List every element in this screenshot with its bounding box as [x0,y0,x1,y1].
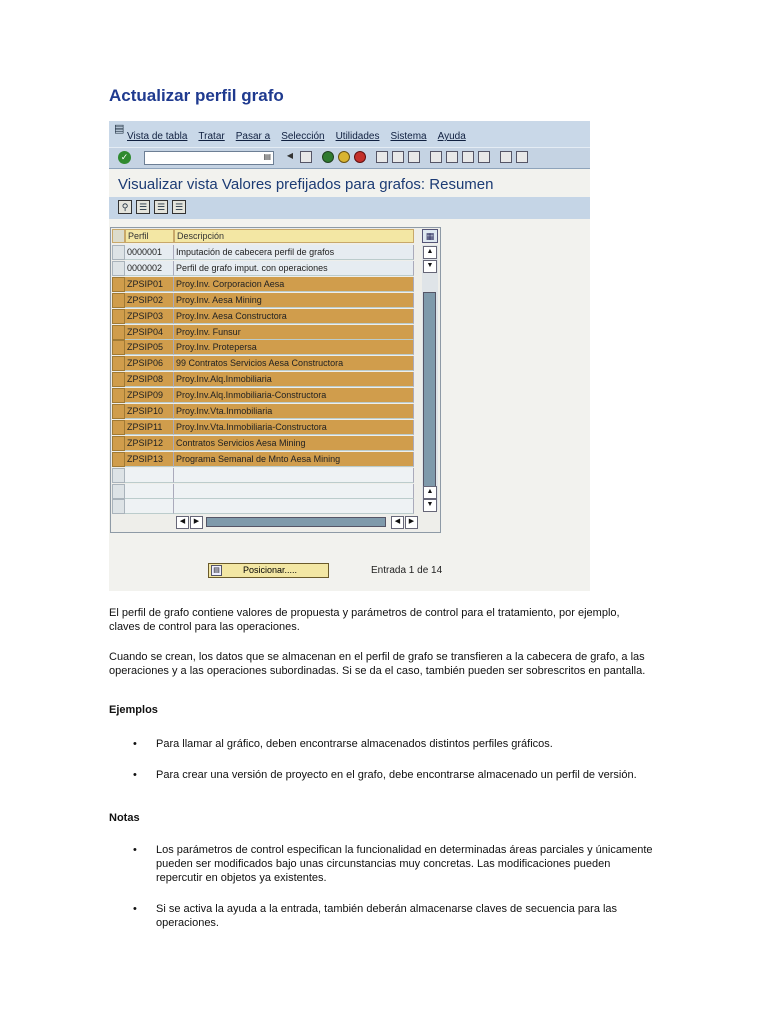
select-all-icon[interactable]: ☰ [136,200,150,214]
page-left-icon[interactable]: ◀ [391,516,404,529]
cell-perfil[interactable]: ZPSIP05 [125,340,174,355]
row-selector[interactable] [112,309,125,324]
next-page-icon[interactable] [462,151,474,163]
back-icon[interactable] [322,151,334,163]
table-row[interactable] [111,388,414,403]
cell-descripcion[interactable]: Proy.Inv. Protepersa [174,340,414,355]
cell-descripcion[interactable]: Proy.Inv.Alq.Inmobiliaria [174,372,414,387]
page-title: Actualizar perfil grafo [109,86,284,105]
row-selector[interactable] [112,340,125,355]
scroll-right-icon[interactable]: ▶ [190,516,203,529]
screen-title: Visualizar vista Valores prefijados para grafos: Resumen [118,176,494,193]
menu-seleccion[interactable]: Selección [281,131,325,142]
exit-icon[interactable] [338,151,350,163]
cell-perfil[interactable]: 0000001 [125,245,174,260]
cell-descripcion[interactable] [174,484,414,499]
cell-descripcion[interactable]: Proy.Inv.Vta.Inmobiliaria-Constructora [174,420,414,435]
cell-perfil[interactable]: ZPSIP10 [125,404,174,419]
scroll-left-icon[interactable]: ◀ [176,516,189,529]
page-up-icon[interactable]: ▲ [423,486,437,499]
cell-perfil[interactable]: ZPSIP03 [125,309,174,324]
cell-perfil[interactable]: 0000002 [125,261,174,276]
row-selector[interactable] [112,356,125,371]
standard-toolbar [109,147,590,169]
table-row[interactable] [111,325,414,340]
cell-perfil[interactable] [125,484,174,499]
table-row[interactable] [111,277,414,292]
command-dropdown-icon[interactable]: ▤ [263,152,271,161]
position-button-label: Posicionar..... [243,565,298,575]
column-header-perfil[interactable]: Perfil [125,229,174,243]
cancel-icon[interactable] [354,151,366,163]
cell-descripcion[interactable]: Proy.Inv. Funsur [174,325,414,340]
profile-table [110,227,441,533]
cell-perfil[interactable]: ZPSIP04 [125,325,174,340]
table-row[interactable] [111,372,414,387]
application-toolbar [109,197,590,219]
table-row[interactable] [111,468,414,483]
find-icon[interactable] [392,151,404,163]
vertical-scrollbar[interactable] [422,245,438,510]
row-selector[interactable] [112,245,125,260]
row-selector[interactable] [112,420,125,435]
table-row[interactable] [111,293,414,308]
shortcut-icon[interactable] [516,151,528,163]
table-row[interactable] [111,452,414,467]
cell-descripcion[interactable]: Proy.Inv. Aesa Constructora [174,309,414,324]
intro-paragraph: El perfil de grafo contiene valores de propuesta y parámetros de control para el tratamiento, por ejemplo, claves de control para las operaciones. [109,607,620,633]
command-field[interactable] [144,151,274,165]
cell-descripcion[interactable] [174,468,414,483]
page-down-icon[interactable]: ▼ [423,260,437,273]
position-button[interactable] [208,563,329,578]
row-selector[interactable] [112,436,125,451]
cell-descripcion[interactable]: Imputación de cabecera perfil de grafos [174,245,414,260]
table-row[interactable] [111,499,414,514]
cell-perfil[interactable] [125,499,174,514]
cell-perfil[interactable]: ZPSIP02 [125,293,174,308]
cell-perfil[interactable]: ZPSIP11 [125,420,174,435]
cell-perfil[interactable]: ZPSIP09 [125,388,174,403]
table-header [111,228,414,244]
row-selector[interactable] [112,388,125,403]
row-selector[interactable] [112,484,125,499]
position-icon: ▤ [211,565,222,576]
horizontal-scroll-thumb[interactable] [206,517,386,527]
menu-sistema[interactable]: Sistema [390,131,427,142]
table-row[interactable] [111,356,414,371]
scroll-down-icon[interactable]: ▼ [423,499,437,512]
note-item: Los parámetros de control especifican la funcionalidad en determinadas áreas parciales y únicamente pueden ser modificados bajo unas circunstancias muy concretas. Las modificaciones pueden repercutir en objetos ya existentes. [156,844,653,884]
detail-icon[interactable]: ⚲ [118,200,132,214]
bullet-icon: • [133,844,137,856]
system-menu-icon[interactable]: ▤ [114,123,125,135]
details-paragraph: Cuando se crean, los datos que se almacenan en el perfil de grafo se transfieren a la cabecera de grafo, a las operaciones y a las operaciones subordinadas. Si se da el caso, también pueden ser sobrescritos en pantalla. [109,651,646,677]
row-selector[interactable] [112,277,125,292]
notes-heading: Notas [109,812,140,824]
cell-perfil[interactable] [125,468,174,483]
cell-descripcion[interactable]: Proy.Inv.Alq.Inmobiliaria-Constructora [174,388,414,403]
example-item: Para llamar al gráfico, deben encontrarse almacenados distintos perfiles gráficos. [156,738,553,750]
menu-ayuda[interactable]: Ayuda [437,131,466,142]
deselect-all-icon[interactable]: ☰ [172,200,186,214]
row-selector[interactable] [112,468,125,483]
row-selector[interactable] [112,404,125,419]
cell-descripcion[interactable]: Proy.Inv. Aesa Mining [174,293,414,308]
cell-descripcion[interactable] [174,499,414,514]
vertical-scroll-thumb[interactable] [423,292,436,500]
note-item: Si se activa la ayuda a la entrada, también deberán almacenarse claves de secuencia para las operaciones. [156,903,618,929]
page-right-icon[interactable]: ▶ [405,516,418,529]
cell-descripcion[interactable]: Proy.Inv.Vta.Inmobiliaria [174,404,414,419]
last-page-icon[interactable] [478,151,490,163]
example-item: Para crear una versión de proyecto en el grafo, debe encontrarse almacenado un perfil de versión. [156,769,637,781]
column-header-descripcion[interactable]: Descripción [174,229,414,243]
table-row[interactable] [111,309,414,324]
table-row[interactable] [111,484,414,499]
row-selector[interactable] [112,261,125,276]
bullet-icon: • [133,738,137,750]
enter-check-icon[interactable]: ✓ [118,151,131,164]
cell-descripcion[interactable]: Contratos Servicios Aesa Mining [174,436,414,451]
menu-utilidades[interactable]: Utilidades [335,131,380,142]
bullet-icon: • [133,903,137,915]
new-session-icon[interactable] [500,151,512,163]
find-next-icon[interactable] [408,151,420,163]
select-all-rows[interactable] [112,229,125,243]
row-selector[interactable] [112,452,125,467]
cell-descripcion[interactable]: 99 Contratos Servicios Aesa Constructora [174,356,414,371]
cell-descripcion[interactable]: Perfil de grafo imput. con operaciones [174,261,414,276]
row-selector[interactable] [112,499,125,514]
cell-descripcion[interactable]: Programa Semanal de Mnto Aesa Mining [174,452,414,467]
table-row[interactable] [111,420,414,435]
save-icon[interactable] [300,151,312,163]
table-row[interactable] [111,340,414,355]
menu-vista-de-tabla[interactable]: Vista de tabla [127,131,188,142]
table-settings-icon[interactable]: ▦ [422,229,438,243]
cell-descripcion[interactable]: Proy.Inv. Corporacion Aesa [174,277,414,292]
cell-perfil[interactable]: ZPSIP06 [125,356,174,371]
scroll-up-icon[interactable]: ▲ [423,246,437,259]
print-icon[interactable] [376,151,388,163]
back-arrow-icon[interactable]: ◀ [286,151,294,160]
bullet-icon: • [133,769,137,781]
menu-tratar[interactable]: Tratar [198,131,225,142]
row-selector[interactable] [112,372,125,387]
entry-status: Entrada 1 de 14 [371,565,443,576]
examples-heading: Ejemplos [109,704,158,716]
select-block-icon[interactable]: ☰ [154,200,168,214]
table-row[interactable] [111,245,414,260]
row-selector[interactable] [112,325,125,340]
previous-page-icon[interactable] [446,151,458,163]
sap-screenshot [109,121,590,591]
menu-bar [109,121,590,147]
table-row[interactable] [111,261,414,276]
cell-perfil[interactable]: ZPSIP08 [125,372,174,387]
menu-pasar-a[interactable]: Pasar a [235,131,271,142]
cell-perfil[interactable]: ZPSIP13 [125,452,174,467]
table-row[interactable] [111,436,414,451]
cell-perfil[interactable]: ZPSIP01 [125,277,174,292]
horizontal-scrollbar[interactable] [174,515,438,528]
row-selector[interactable] [112,293,125,308]
table-row[interactable] [111,404,414,419]
first-page-icon[interactable] [430,151,442,163]
cell-perfil[interactable]: ZPSIP12 [125,436,174,451]
